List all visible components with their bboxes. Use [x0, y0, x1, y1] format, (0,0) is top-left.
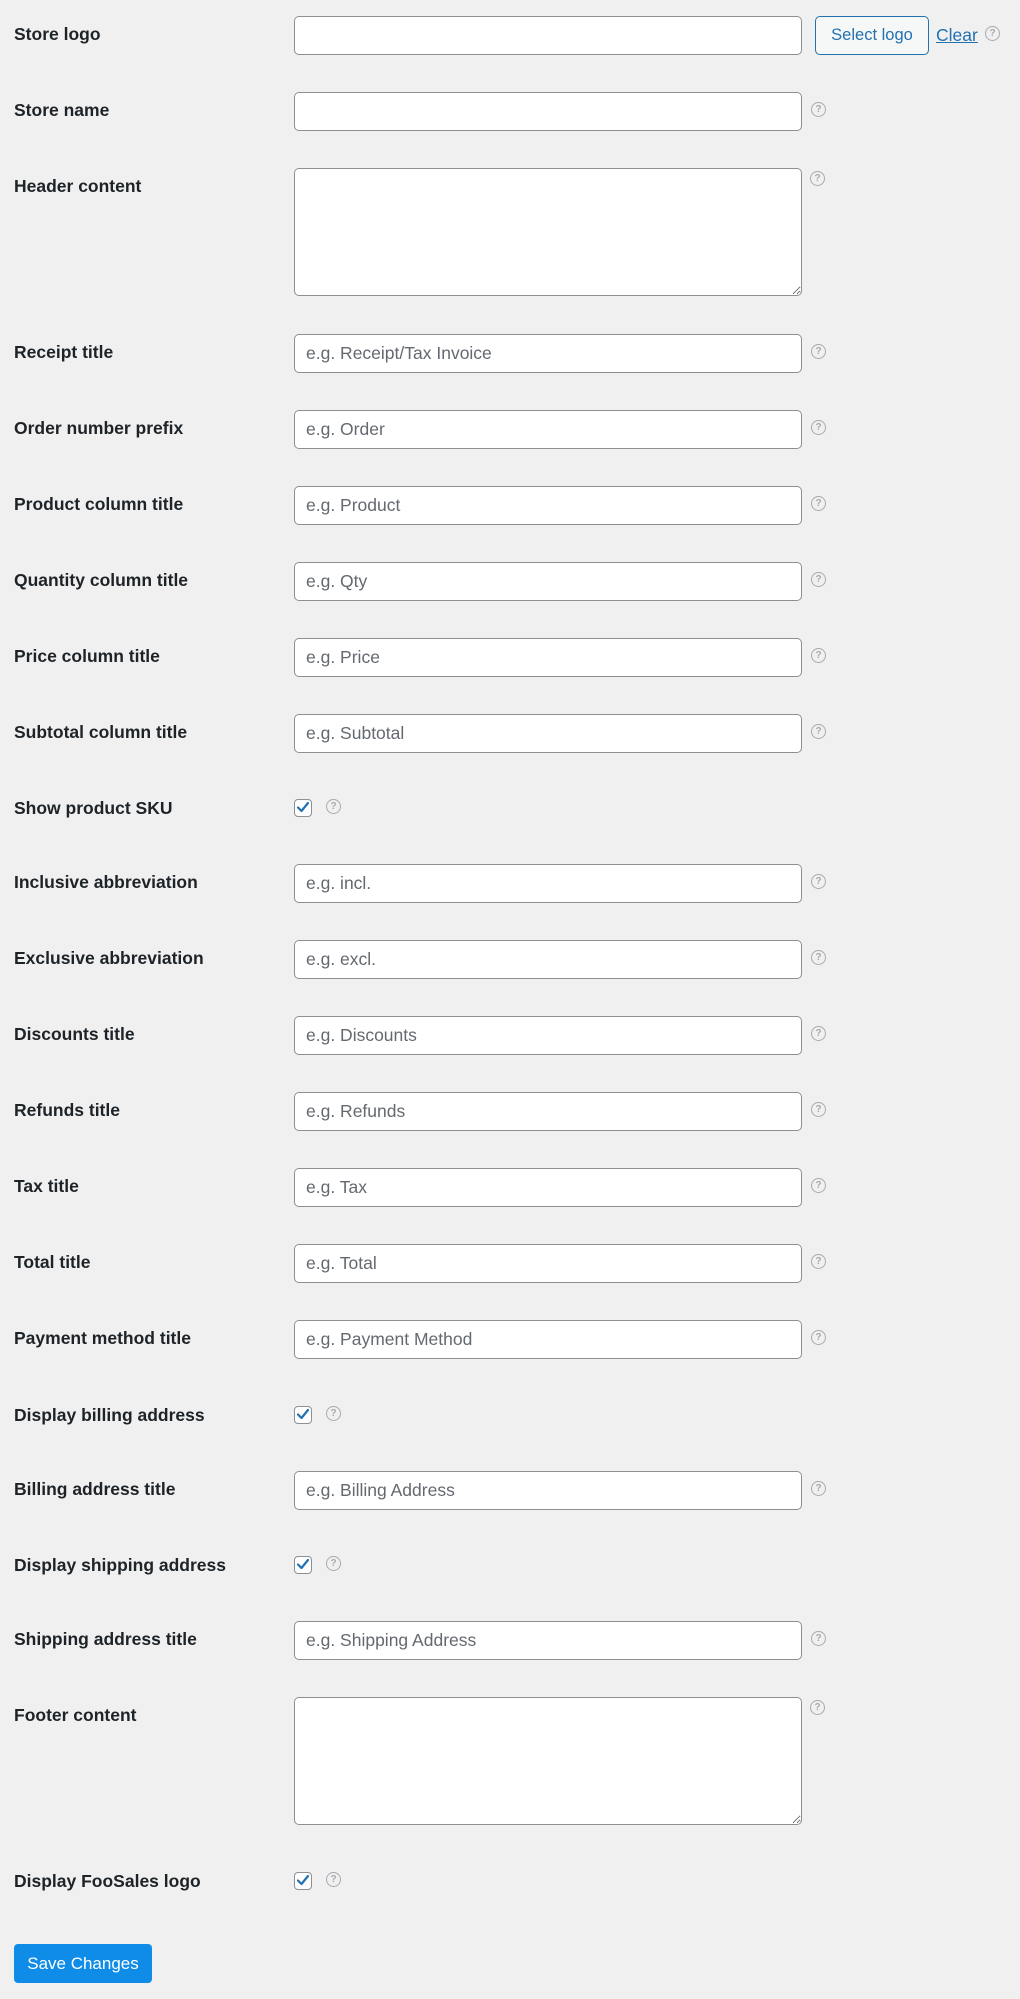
question-circle-icon: ?: [326, 1406, 341, 1421]
store-name-label: Store name: [14, 100, 110, 120]
exclusive-abbreviation-label: Exclusive abbreviation: [14, 948, 204, 968]
tax-title-label: Tax title: [14, 1176, 79, 1196]
select-logo-button[interactable]: Select logo: [815, 16, 929, 55]
store-logo-label: Store logo: [14, 24, 101, 44]
question-circle-icon: ?: [811, 1330, 826, 1345]
footer-content-label: Footer content: [14, 1705, 137, 1725]
store-name-input[interactable]: [294, 92, 802, 131]
product-column-title-input[interactable]: [294, 486, 802, 525]
question-circle-icon: ?: [811, 950, 826, 965]
exclusive-abbreviation-input[interactable]: [294, 940, 802, 979]
total-title-input[interactable]: [294, 1244, 802, 1283]
display-billing-address-label: Display billing address: [14, 1405, 205, 1425]
refunds-title-label: Refunds title: [14, 1100, 120, 1120]
refunds-title-input[interactable]: [294, 1092, 802, 1131]
question-circle-icon: ?: [811, 1254, 826, 1269]
order-number-prefix-label: Order number prefix: [14, 418, 184, 438]
checkmark-icon: [296, 1407, 310, 1421]
question-circle-icon: ?: [811, 1178, 826, 1193]
clear-logo-link[interactable]: Clear: [936, 25, 978, 45]
payment-method-title-input[interactable]: [294, 1320, 802, 1359]
billing-address-title-input[interactable]: [294, 1471, 802, 1510]
receipt-title-input[interactable]: [294, 334, 802, 373]
price-column-title-label: Price column title: [14, 646, 160, 666]
footer-content-textarea[interactable]: [294, 1697, 802, 1825]
checkmark-icon: [296, 800, 310, 814]
discounts-title-label: Discounts title: [14, 1024, 135, 1044]
product-column-title-label: Product column title: [14, 494, 184, 514]
subtotal-column-title-input[interactable]: [294, 714, 802, 753]
question-circle-icon: ?: [985, 26, 1000, 41]
price-column-title-input[interactable]: [294, 638, 802, 677]
checkmark-icon: [296, 1557, 310, 1571]
receipt-title-label: Receipt title: [14, 342, 114, 362]
discounts-title-input[interactable]: [294, 1016, 802, 1055]
question-circle-icon: ?: [811, 1026, 826, 1041]
quantity-column-title-label: Quantity column title: [14, 570, 189, 590]
display-shipping-address-checkbox[interactable]: [294, 1556, 312, 1574]
question-circle-icon: ?: [810, 171, 825, 186]
question-circle-icon: ?: [811, 648, 826, 663]
inclusive-abbreviation-label: Inclusive abbreviation: [14, 872, 198, 892]
header-content-textarea[interactable]: [294, 168, 802, 296]
display-shipping-address-label: Display shipping address: [14, 1555, 226, 1575]
question-circle-icon: ?: [811, 1631, 826, 1646]
shipping-address-title-label: Shipping address title: [14, 1629, 197, 1649]
question-circle-icon: ?: [811, 102, 826, 117]
show-product-sku-label: Show product SKU: [14, 798, 173, 818]
question-circle-icon: ?: [326, 1872, 341, 1887]
subtotal-column-title-label: Subtotal column title: [14, 722, 188, 742]
header-content-label: Header content: [14, 176, 142, 196]
payment-method-title-label: Payment method title: [14, 1328, 191, 1348]
question-circle-icon: ?: [811, 344, 826, 359]
question-circle-icon: ?: [326, 1556, 341, 1571]
shipping-address-title-input[interactable]: [294, 1621, 802, 1660]
display-billing-address-checkbox[interactable]: [294, 1406, 312, 1424]
question-circle-icon: ?: [810, 1700, 825, 1715]
checkmark-icon: [296, 1873, 310, 1887]
question-circle-icon: ?: [811, 1102, 826, 1117]
display-foosales-logo-checkbox[interactable]: [294, 1872, 312, 1890]
billing-address-title-label: Billing address title: [14, 1479, 176, 1499]
question-circle-icon: ?: [811, 874, 826, 889]
inclusive-abbreviation-input[interactable]: [294, 864, 802, 903]
question-circle-icon: ?: [326, 799, 341, 814]
show-product-sku-checkbox[interactable]: [294, 799, 312, 817]
order-number-prefix-input[interactable]: [294, 410, 802, 449]
total-title-label: Total title: [14, 1252, 91, 1272]
question-circle-icon: ?: [811, 420, 826, 435]
store-logo-input[interactable]: [294, 16, 802, 55]
quantity-column-title-input[interactable]: [294, 562, 802, 601]
question-circle-icon: ?: [811, 496, 826, 511]
tax-title-input[interactable]: [294, 1168, 802, 1207]
question-circle-icon: ?: [811, 572, 826, 587]
question-circle-icon: ?: [811, 1481, 826, 1496]
save-changes-button[interactable]: Save Changes: [14, 1944, 152, 1983]
display-foosales-logo-label: Display FooSales logo: [14, 1871, 201, 1891]
question-circle-icon: ?: [811, 724, 826, 739]
